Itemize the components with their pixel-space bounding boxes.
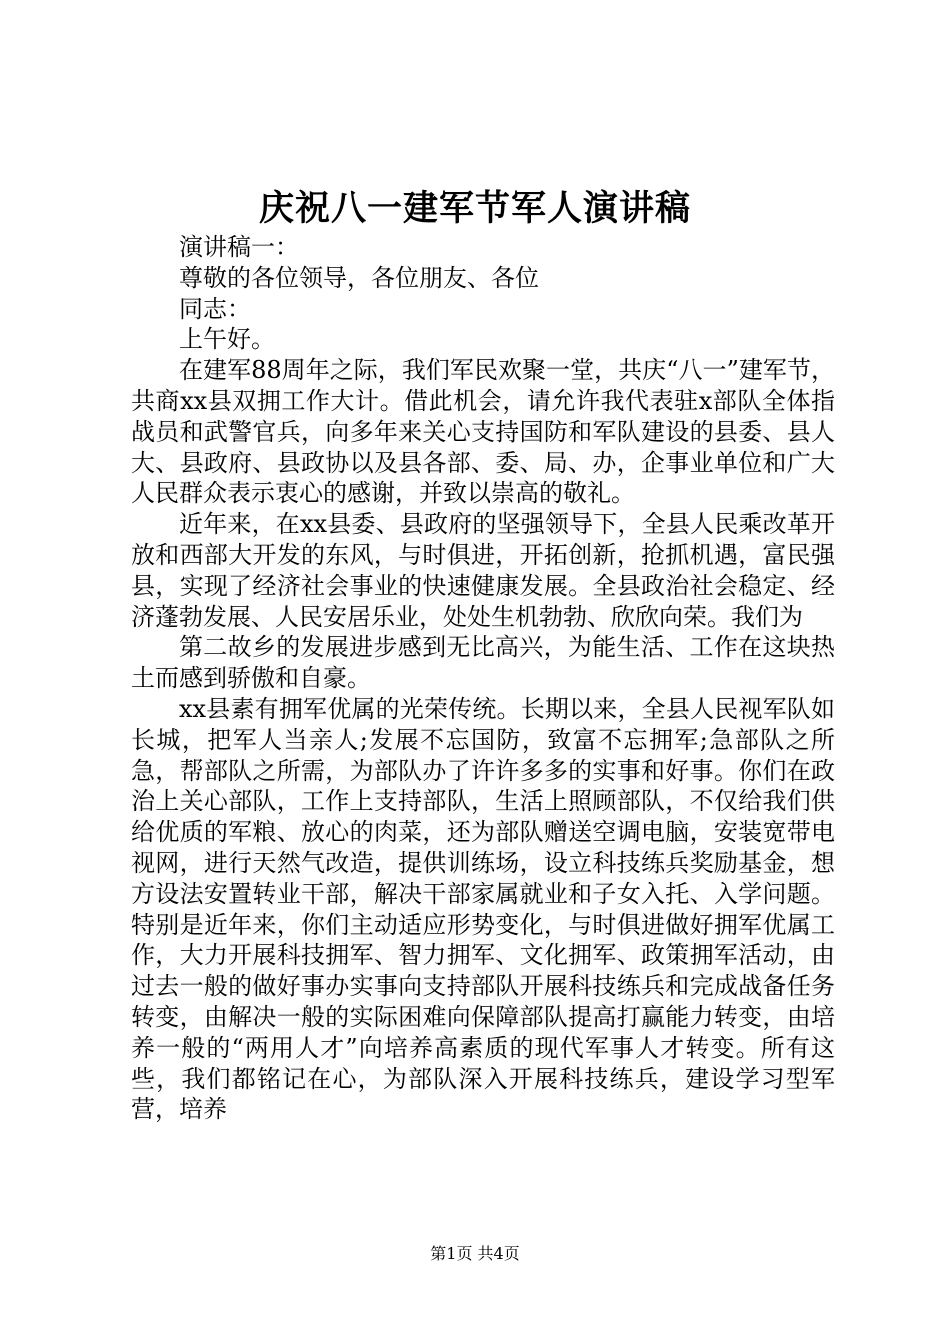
- paragraph-speech-label: 演讲稿一：: [179, 233, 299, 261]
- paragraph-tradition: xx县素有拥军优属的光荣传统。长期以来，全县人民视军队如长城，把军人当亲人;发展不忘国防，致富不忘拥军;急部队之所急，帮部队之所需，为部队办了许许多多的实事和好事。你们在政治上关心部队，工作上支持部队，生活上照顾部队，不仅给我们供给优质的军粮、放心的肉菜，还为部队赠送空调电脑，安装宽带电视网，进行天然气改造，提供训练场，设立科技练兵奖励基金，想方设法安置转业干部，解决干部家属就业和子女入托、入学问题。特别是近年来，你们主动适应形势变化，与时俱进做好拥军优属工作，大力开展科技拥军、智力拥军、文化拥军、政策拥军活动，由过去一般的做好事办实事向支持部队开展科技练兵和完成战备任务转变，由解决一般的实际困难向保障部队提高打赢能力转变，由培养一般的“两用人才”向培养高素质的现代军事人才转变。所有这些，我们都铭记在心，为部队深入开展科技练兵，建设学习型军营，培养: [131, 694, 835, 1124]
- paragraph-salutation: 尊敬的各位领导，各位朋友、各位: [179, 263, 539, 292]
- document-body: [131, 232, 835, 1125]
- paragraph-second-hometown: 第二故乡的发展进步感到无比高兴，为能生活、工作在这块热土而感到骄傲和自豪。: [131, 633, 835, 693]
- document-title: 庆祝八一建军节军人演讲稿: [258, 188, 691, 229]
- page-footer: 第1页 共4页: [430, 1244, 520, 1263]
- paragraph-development: 近年来，在xx县委、县政府的坚强领导下，全县人民乘改革开放和西部大开发的东风，与时俱进，开拓创新，抢抓机遇，富民强县，实现了经济社会事业的快速健康发展。全县政治社会稳定、经济蓬勃发展、人民安居乐业，处处生机勃勃、欣欣向荣。我们为: [131, 510, 835, 631]
- paragraph-anniversary: 在建军88周年之际，我们军民欢聚一堂，共庆“八一”建军节，共商xx县双拥工作大计。借此机会，请允许我代表驻x部队全体指战员和武警官兵，向多年来关心支持国防和军队建设的县委、县人大、县政府、县政协以及县各部、委、局、办，企事业单位和广大人民群众表示衷心的感谢，并致以崇高的敬礼。: [131, 356, 835, 508]
- paragraph-greeting: 上午好。: [179, 325, 275, 354]
- paragraph-salutation-cont: 同志：: [179, 294, 251, 323]
